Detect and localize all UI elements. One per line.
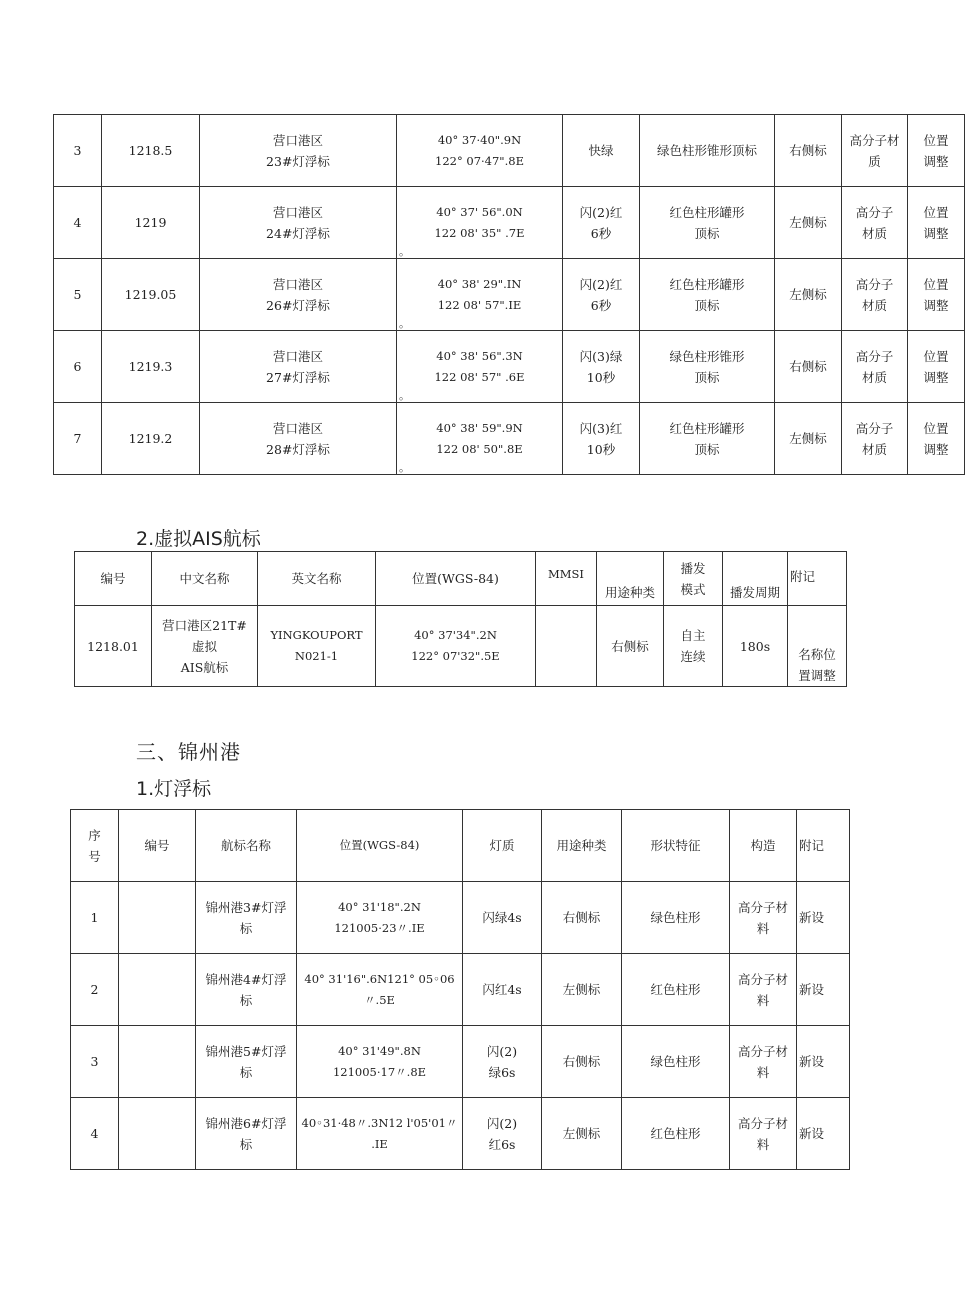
- header-cell: 附记: [797, 810, 850, 882]
- header-cell: 编号: [75, 552, 152, 606]
- shape-feature: 绿色柱形锥形 顶标: [640, 331, 775, 403]
- jinzhou-table-body: [71, 810, 850, 1170]
- use-type: 右侧标: [775, 331, 842, 403]
- ais-data-row: [75, 606, 847, 687]
- construction: 高分子 材质: [842, 187, 908, 259]
- buoy-name: 营口港区 27#灯浮标: [200, 331, 397, 403]
- table-row: [71, 882, 850, 954]
- header-cell: 航标名称: [196, 810, 297, 882]
- header-cell: 构造: [730, 810, 797, 882]
- construction: 高分子材 料: [730, 954, 797, 1026]
- light-character: 闪绿4s: [463, 882, 542, 954]
- table-row: [54, 259, 965, 331]
- light-character: 闪(2) 红6s: [463, 1098, 542, 1170]
- buoy-name: 锦州港5#灯浮 标: [196, 1026, 297, 1098]
- shape-feature: 红色柱形: [622, 1098, 730, 1170]
- table-row: [54, 187, 965, 259]
- header-cell: 播发周期: [723, 552, 788, 606]
- buoy-table-body: [54, 115, 965, 475]
- buoy-name: 营口港区 26#灯浮标: [200, 259, 397, 331]
- use-type: 左侧标: [775, 187, 842, 259]
- buoy-position: 40° 31'16".6N121° 05◦06 〃.5E: [297, 954, 463, 1026]
- buoy-code: [119, 954, 196, 1026]
- header-cell: 英文名称: [258, 552, 376, 606]
- shape-feature: 红色柱形罐形 顶标: [640, 403, 775, 475]
- construction: 高分子 材质: [842, 331, 908, 403]
- construction: 高分子材 料: [730, 882, 797, 954]
- construction: 高分子材 质: [842, 115, 908, 187]
- buoy-position: 40° 31'49".8N 121005·17〃.8E: [297, 1026, 463, 1098]
- header-cell: 形状特征: [622, 810, 730, 882]
- shape-feature: 绿色柱形锥形顶标: [640, 115, 775, 187]
- buoy-position: 40◦31·48〃.3N12 l'05'01〃 .IE: [297, 1098, 463, 1170]
- buoy-table-jinzhou: [70, 809, 850, 1170]
- row-number: 7: [54, 403, 102, 475]
- buoy-code: [119, 1098, 196, 1170]
- section-heading-light-buoys: 1.灯浮标: [136, 778, 212, 800]
- header-cell: 播发 模式: [664, 552, 723, 606]
- buoy-table-yingkou: [53, 114, 965, 475]
- section-heading-virtual-ais: 2.虚拟AIS航标: [136, 528, 261, 550]
- table-row: [71, 1026, 850, 1098]
- construction: 高分子材 料: [730, 1026, 797, 1098]
- header-cell: 用途种类: [542, 810, 622, 882]
- use-type: 左侧标: [542, 954, 622, 1026]
- buoy-name: 锦州港4#灯浮 标: [196, 954, 297, 1026]
- ais-use: 右侧标: [597, 606, 664, 687]
- buoy-position: 40° 31'18".2N 121005·23〃.IE: [297, 882, 463, 954]
- ais-en-name: YINGKOUPORT N021-1: [258, 606, 376, 687]
- use-type: 右侧标: [775, 115, 842, 187]
- buoy-code: [119, 882, 196, 954]
- position-mark: 。: [399, 389, 410, 402]
- buoy-position: 40° 38' 29".IN 122 08' 57".IE 。: [397, 259, 563, 331]
- construction: 高分子 材质: [842, 259, 908, 331]
- chapter-heading-jinzhou: 三、锦州港: [136, 740, 241, 764]
- ais-mmsi: [536, 606, 597, 687]
- position-mark: 。: [399, 317, 410, 330]
- table-row: [71, 954, 850, 1026]
- buoy-code: 1219.3: [102, 331, 200, 403]
- buoy-position: 40° 37·40".9N 122° 07·47".8E: [397, 115, 563, 187]
- row-number: 4: [54, 187, 102, 259]
- buoy-code: 1219: [102, 187, 200, 259]
- ais-header-row: [75, 552, 847, 606]
- remark: 位置 调整: [908, 115, 965, 187]
- use-type: 右侧标: [542, 1026, 622, 1098]
- ais-code: 1218.01: [75, 606, 152, 687]
- construction: 高分子 材质: [842, 403, 908, 475]
- use-type: 右侧标: [542, 882, 622, 954]
- shape-feature: 红色柱形罐形 顶标: [640, 187, 775, 259]
- header-cell: 序 号: [71, 810, 119, 882]
- row-number: 3: [71, 1026, 119, 1098]
- shape-feature: 红色柱形: [622, 954, 730, 1026]
- use-type: 左侧标: [542, 1098, 622, 1170]
- buoy-code: 1219.2: [102, 403, 200, 475]
- ais-position: 40° 37'34".2N 122° 07'32".5E: [376, 606, 536, 687]
- buoy-position: 40° 38' 59".9N 122 08' 50".8E 。: [397, 403, 563, 475]
- light-character: 闪红4s: [463, 954, 542, 1026]
- header-cell: 编号: [119, 810, 196, 882]
- light-character: 闪(2)红 6秒: [563, 187, 640, 259]
- row-number: 5: [54, 259, 102, 331]
- buoy-name: 营口港区 28#灯浮标: [200, 403, 397, 475]
- table-row: [54, 403, 965, 475]
- row-number: 2: [71, 954, 119, 1026]
- header-cell: 用途种类: [597, 552, 664, 606]
- table-row: [54, 115, 965, 187]
- ais-period: 180s: [723, 606, 788, 687]
- remark: 新设: [797, 1098, 850, 1170]
- light-character: 闪(3)红 10秒: [563, 403, 640, 475]
- row-number: 3: [54, 115, 102, 187]
- light-character: 闪(3)绿 10秒: [563, 331, 640, 403]
- header-cell: 位置(WGS-84): [297, 810, 463, 882]
- header-cell: 附记: [788, 552, 847, 606]
- header-cell: 灯质: [463, 810, 542, 882]
- table-row: [71, 1098, 850, 1170]
- buoy-name: 锦州港6#灯浮 标: [196, 1098, 297, 1170]
- ais-table: [74, 551, 847, 687]
- use-type: 左侧标: [775, 403, 842, 475]
- buoy-position: 40° 38' 56".3N 122 08' 57" .6E 。: [397, 331, 563, 403]
- row-number: 6: [54, 331, 102, 403]
- header-cell: 位置(WGS-84): [376, 552, 536, 606]
- header-cell: 中文名称: [152, 552, 258, 606]
- remark: 新设: [797, 954, 850, 1026]
- use-type: 左侧标: [775, 259, 842, 331]
- remark: 新设: [797, 882, 850, 954]
- table-row: [54, 331, 965, 403]
- ais-note: 名称位 置调整: [788, 606, 847, 687]
- buoy-name: 营口港区 23#灯浮标: [200, 115, 397, 187]
- remark: 新设: [797, 1026, 850, 1098]
- header-cell: MMSI: [536, 552, 597, 606]
- buoy-code: [119, 1026, 196, 1098]
- jinzhou-header-row: [71, 810, 850, 882]
- remark: 位置 调整: [908, 403, 965, 475]
- shape-feature: 红色柱形罐形 顶标: [640, 259, 775, 331]
- shape-feature: 绿色柱形: [622, 882, 730, 954]
- shape-feature: 绿色柱形: [622, 1026, 730, 1098]
- row-number: 1: [71, 882, 119, 954]
- ais-mode: 自主 连续: [664, 606, 723, 687]
- construction: 高分子材 料: [730, 1098, 797, 1170]
- ais-cn-name: 营口港区21T# 虚拟 AIS航标: [152, 606, 258, 687]
- buoy-code: 1219.05: [102, 259, 200, 331]
- buoy-name: 营口港区 24#灯浮标: [200, 187, 397, 259]
- light-character: 快绿: [563, 115, 640, 187]
- light-character: 闪(2) 绿6s: [463, 1026, 542, 1098]
- remark: 位置 调整: [908, 259, 965, 331]
- buoy-code: 1218.5: [102, 115, 200, 187]
- buoy-name: 锦州港3#灯浮 标: [196, 882, 297, 954]
- remark: 位置 调整: [908, 187, 965, 259]
- remark: 位置 调整: [908, 331, 965, 403]
- row-number: 4: [71, 1098, 119, 1170]
- buoy-position: 40° 37' 56".0N 122 08' 35" .7E 。: [397, 187, 563, 259]
- position-mark: 。: [399, 461, 410, 474]
- position-mark: 。: [399, 245, 410, 258]
- light-character: 闪(2)红 6秒: [563, 259, 640, 331]
